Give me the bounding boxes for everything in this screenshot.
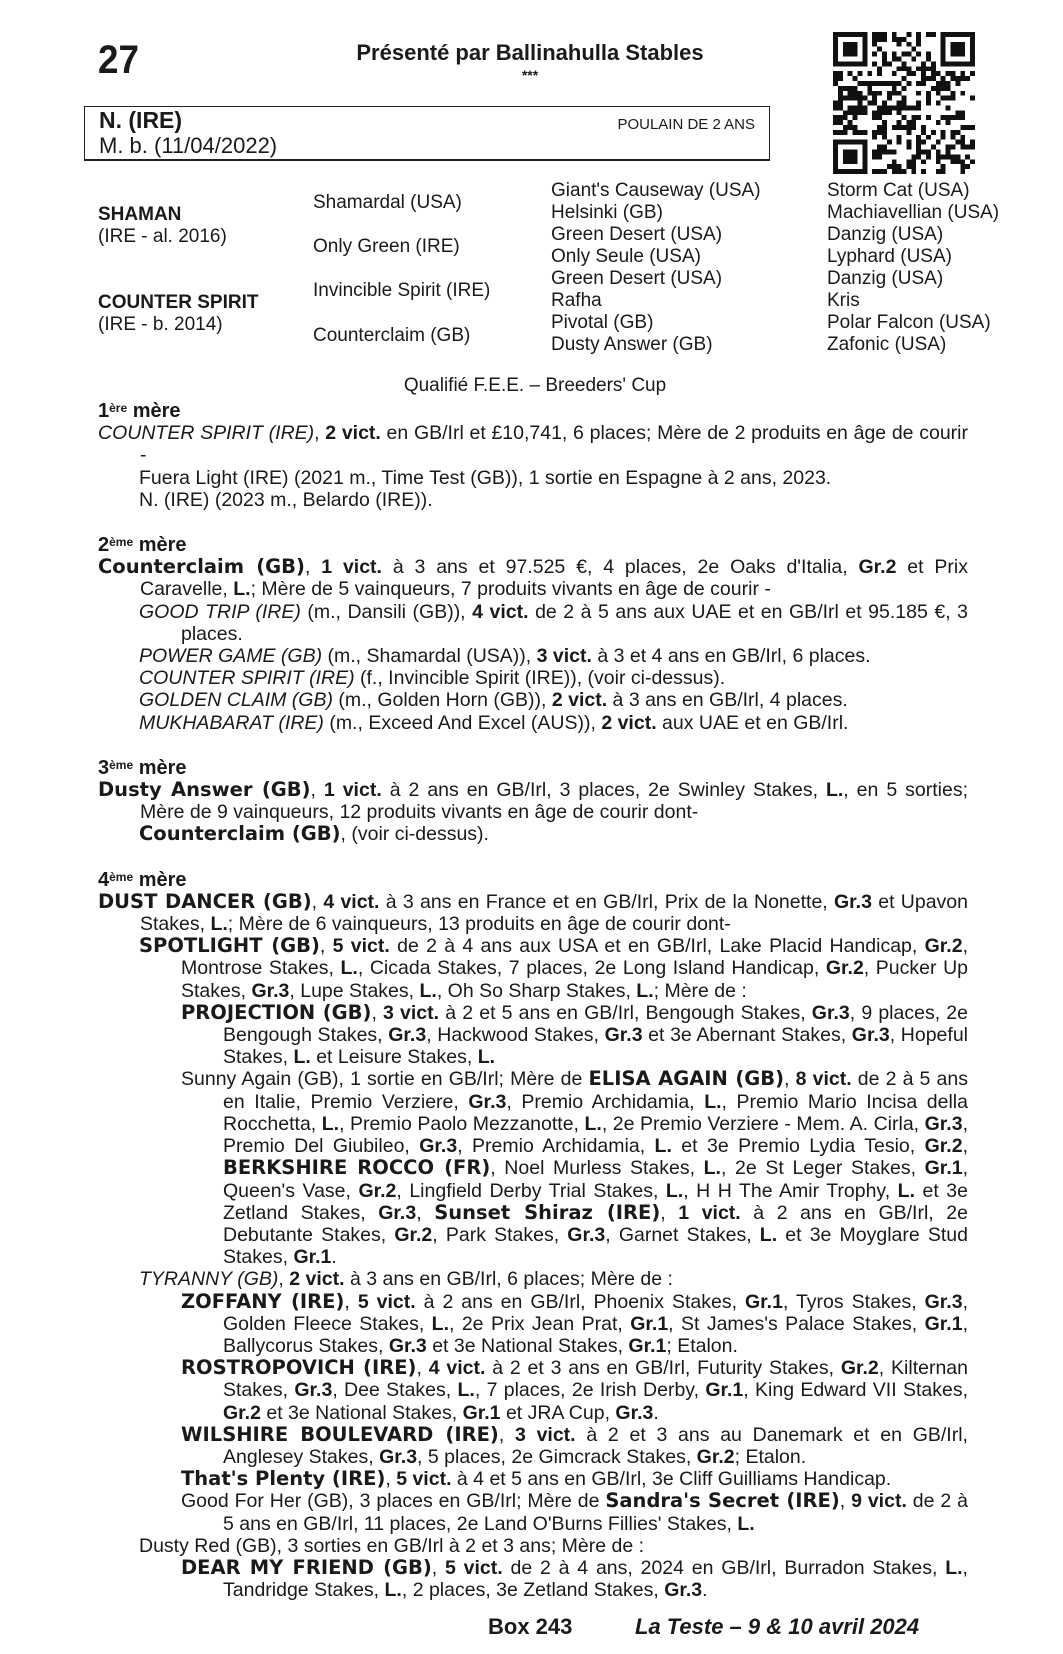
entry-text: et 3e Moyglare Stud Stakes, [223, 1223, 968, 1269]
gen2-ancestor: Counterclaim (GB) [313, 325, 471, 346]
horse-italic: POWER GAME (GB) [139, 645, 323, 668]
entry-text: , 5 places, 2e Gimcrack Stakes, [417, 1445, 697, 1468]
entry-text: ; Etalon. [734, 1445, 807, 1468]
bold-text: Gr.3 [567, 1223, 606, 1246]
entry-text: , 2e Prix Jean Prat, [449, 1312, 631, 1335]
pedigree-entry [98, 689, 968, 711]
entry-text: ; Mère de : [653, 979, 747, 1002]
bold-text: Gr.3 [419, 1135, 458, 1158]
bold-text: Gr.3 [664, 1579, 703, 1602]
bold-text: Gr.3 [388, 1024, 427, 1047]
bold-text: 4 vict. [428, 1357, 486, 1380]
entry-text: (m., Golden Horn (GB)), [332, 689, 552, 712]
bold-text: L. [419, 979, 437, 1002]
gen4-ancestor: Danzig (USA) [827, 268, 944, 289]
entry-text: à 3 ans en GB/Irl, 6 places; Mère de : [344, 1268, 673, 1291]
bold-text: L. [210, 913, 228, 936]
pedigree-entry [98, 1291, 968, 1358]
bold-text: L. [384, 1579, 402, 1602]
pedigree-entry [98, 422, 968, 466]
lot-number: 27 [98, 38, 139, 82]
bold-text: Gr.2 [394, 1223, 433, 1246]
entry-text: , Oh So Sharp Stakes, [436, 979, 637, 1002]
horse-highlight: That's Plenty (IRE) [181, 1467, 386, 1491]
entry-text: (m., Exceed And Excel (AUS)), [323, 711, 602, 734]
bold-text: 3 vict. [536, 645, 592, 668]
bold-text: Gr.2 [924, 935, 963, 958]
bold-text: 4 vict. [472, 600, 529, 623]
dam-details: (IRE - b. 2014) [98, 314, 223, 335]
box-number: Box 243 [488, 1614, 573, 1639]
bold-text: Gr.2 [825, 957, 864, 980]
entry-text: , [498, 1423, 515, 1446]
bold-text: Gr.1 [462, 1401, 501, 1424]
bold-text: Gr.1 [924, 1312, 963, 1335]
entry-text: , Ballycorus Stakes, [223, 1312, 968, 1357]
entry-text: et 3e Zetland Stakes, [223, 1179, 968, 1224]
bold-text: L. [340, 957, 358, 980]
bold-text: L. [293, 1046, 311, 1069]
entry-text: , King Edward VII Stakes, [743, 1379, 968, 1402]
horse-description: M. b. (11/04/2022) [99, 133, 278, 158]
entry-text: , 2 places, 3e Zetland Stakes, [401, 1579, 665, 1602]
entry-text: Good For Her (GB), 3 places en GB/Irl; Mère de [181, 1490, 606, 1513]
entry-text: , [660, 1201, 679, 1224]
section-number: 3 [98, 756, 110, 779]
horse-highlight: Counterclaim (GB) [98, 555, 305, 579]
pedigree-entry [98, 1490, 968, 1534]
entry-text: , Premio Del Giubileo, [223, 1112, 968, 1158]
horse-highlight: DUST DANCER (GB) [98, 889, 312, 913]
horse-highlight: Counterclaim (GB) [139, 822, 341, 846]
horse-highlight: PROJECTION (GB) [181, 1000, 372, 1024]
pedigree-entry [98, 1424, 968, 1468]
entry-text: , Lingfield Derby Trial Stakes, [396, 1179, 666, 1202]
entry-text: à 3 et 4 ans en GB/Irl, 6 places. [591, 645, 871, 668]
horse-highlight: ZOFFANY (IRE) [181, 1289, 345, 1313]
pedigree-entry [98, 1268, 968, 1290]
bold-text: Gr.2 [858, 556, 897, 579]
bold-text: 2 vict. [601, 711, 657, 734]
entry-text: et 3e National Stakes, [426, 1334, 629, 1357]
entry-text: , Premio Paolo Mezzanotte, [339, 1112, 585, 1135]
bold-text: L. [477, 1046, 496, 1069]
bold-text: Gr.3 [615, 1401, 654, 1424]
pedigree-entry [98, 1357, 968, 1424]
entry-text: , en 5 sorties; Mère de 9 vainqueurs, 12 produits vivants en âge de courir dont- [140, 779, 968, 824]
gen3-ancestor: Green Desert (USA) [551, 224, 723, 245]
entry-text: et 3e Premio Lydia Tesio, [671, 1135, 925, 1158]
pedigree-entry [98, 779, 968, 823]
pedigree-entry [98, 712, 968, 734]
bold-text: 1 vict. [678, 1201, 741, 1224]
bold-text: L. [584, 1112, 602, 1135]
entry-text: , 9 places, 2e Bengough Stakes, [223, 1001, 968, 1047]
section-word: mère [138, 534, 187, 557]
bold-text: Gr.2 [223, 1401, 261, 1424]
qualification-note: Qualifié F.E.E. – Breeders' Cup [403, 375, 667, 396]
section-number: 1 [98, 400, 110, 422]
pedigree-entry [98, 935, 968, 1002]
entry-text: de 2 à 4 ans aux USA et en GB/Irl, Lake Placid Handicap, [389, 935, 925, 958]
bold-text: 4 vict. [323, 890, 380, 913]
gen4-ancestor: Zafonic (USA) [827, 334, 947, 355]
sale-event: La Teste – 9 & 10 avril 2024 [635, 1614, 920, 1639]
bold-text: Gr.2 [924, 1135, 963, 1158]
entry-text: , [304, 556, 322, 579]
horse-italic: MUKHABARAT (IRE) [139, 711, 324, 734]
section-suffix: ème [109, 757, 134, 772]
entry-text: et 3e National Stakes, [260, 1401, 463, 1424]
horse-italic: GOOD TRIP (IRE) [139, 600, 301, 623]
gen3-ancestor: Green Desert (USA) [551, 268, 723, 289]
bold-text: 1 vict. [323, 779, 382, 802]
entry-text: et 3e Abernant Stakes, [642, 1024, 852, 1047]
bold-text: L. [665, 1179, 684, 1202]
bold-text: L. [233, 578, 251, 601]
entry-text: , [319, 935, 333, 958]
entry-text: à 3 ans en France et en GB/Irl, Prix de la Nonette, [379, 890, 834, 913]
entry-text: de 2 à 5 ans en Italie, Premio Verziere, [223, 1068, 968, 1113]
horse-italic: TYRANNY (GB) [139, 1268, 279, 1291]
bold-text: Gr.3 [604, 1024, 643, 1047]
section-word: mère [138, 756, 187, 779]
entry-text: , Montrose Stakes, [181, 935, 968, 980]
horse-name: N. (IRE) [99, 107, 183, 133]
entry-text: (f., Invincible Spirit (IRE)), (voir ci-dessus). [354, 667, 726, 690]
entry-text: , Tyros Stakes, [782, 1290, 925, 1313]
entry-text: en GB/Irl et £10,741, 6 places; Mère de 2 produits en âge de courir - [140, 422, 968, 467]
entry-text: , 2e Premio Verziere - Mem. A. Cirla, [601, 1112, 925, 1135]
pedigree-entry [98, 667, 968, 689]
dam-name: COUNTER SPIRIT [98, 292, 259, 313]
sire-name: SHAMAN [98, 204, 182, 225]
bold-text: 3 vict. [383, 1001, 440, 1024]
entry-text: (m., Dansili (GB)), [300, 600, 473, 623]
bold-text: 5 vict. [332, 935, 390, 958]
sire-details: (IRE - al. 2016) [98, 226, 227, 247]
entry-text: Sunny Again (GB), 1 sortie en GB/Irl; Mère de [181, 1068, 589, 1091]
bold-text: Gr.2 [696, 1445, 735, 1468]
bold-text: Gr.3 [811, 1001, 850, 1024]
section-title [98, 754, 968, 779]
section-title [98, 866, 968, 891]
gen4-column [827, 180, 999, 356]
entry-text: , [416, 1201, 435, 1224]
entry-text: Fuera Light (IRE) (2021 m., Time Test (GB)), 1 sortie en Espagne à 2 ans, 2023. [139, 466, 832, 489]
bold-text: 2 vict. [289, 1268, 345, 1291]
entry-text: à 2 ans en GB/Irl, Phoenix Stakes, [415, 1290, 745, 1313]
gen3-ancestor: Dusty Answer (GB) [551, 334, 713, 355]
section-number: 4 [98, 868, 110, 891]
gen3-ancestor: Helsinki (GB) [551, 202, 663, 223]
entry-text: ; Mère de 5 vainqueurs, 7 produits vivants en âge de courir - [250, 578, 771, 601]
gen4-ancestor: Machiavellian (USA) [827, 202, 1000, 223]
entry-text: , 7 places, 2e Irish Derby, [474, 1379, 706, 1402]
bold-text: L. [737, 1512, 755, 1535]
entry-text: , Premio Mario Incisa della Rocchetta, [223, 1090, 968, 1135]
bold-text: Gr.2 [358, 1179, 397, 1202]
entry-text: , Golden Fleece Stakes, [223, 1290, 968, 1335]
bold-text: L. [759, 1223, 778, 1246]
horse-italic: COUNTER SPIRIT (IRE) [139, 667, 355, 690]
horse-highlight: BERKSHIRE ROCCO (FR) [223, 1156, 491, 1180]
entry-text: et Leisure Stakes, [310, 1046, 478, 1069]
horse-highlight: ELISA AGAIN (GB) [588, 1067, 785, 1091]
pedigree-entry [98, 823, 968, 845]
entry-text: , [311, 890, 324, 913]
section-suffix: ème [109, 869, 134, 884]
entry-text: à 3 ans et 97.525 €, 4 places, 2e Oaks d'Italia, [381, 556, 859, 579]
bold-text: Gr.3 [379, 1445, 418, 1468]
bold-text: L. [825, 779, 844, 802]
entry-text: à 2 et 5 ans en GB/Irl, Bengough Stakes, [439, 1001, 812, 1024]
entry-text: et Upavon Stakes, [140, 890, 968, 936]
entry-text: , Pucker Up Stakes, [181, 957, 969, 1002]
bold-text: Gr.3 [924, 1112, 963, 1135]
bold-text: Gr.3 [851, 1024, 890, 1047]
bold-text: L. [945, 1556, 963, 1579]
entry-text: , [784, 1068, 796, 1091]
entry-text: et JRA Cup, [500, 1401, 616, 1424]
horse-italic: COUNTER SPIRIT (IRE) [98, 422, 315, 445]
entry-text: , Queen's Vase, [223, 1157, 969, 1202]
bold-text: 8 vict. [795, 1068, 852, 1091]
entry-text: , [314, 422, 326, 445]
pedigree-entry [98, 1535, 968, 1557]
bold-text: Gr.1 [705, 1379, 744, 1402]
section-number: 2 [98, 534, 110, 557]
bold-text: L. [897, 1179, 916, 1202]
bold-text: Gr.3 [388, 1334, 427, 1357]
bold-text: L. [431, 1312, 450, 1335]
bold-text: 5 vict. [445, 1556, 503, 1579]
entry-text: , Hopeful Stakes, [223, 1024, 968, 1069]
gen2-ancestor: Invincible Spirit (IRE) [313, 280, 491, 301]
horse-highlight: DEAR MY FRIEND (GB) [181, 1555, 432, 1579]
entry-text: de 2 à 4 ans, 2024 en GB/Irl, Burradon Stakes, [502, 1556, 946, 1579]
bold-text: 5 vict. [357, 1290, 416, 1313]
horse-highlight: Sandra's Secret (IRE) [605, 1489, 840, 1513]
entry-text: , Premio Archidamia, [506, 1090, 705, 1113]
entry-text: , [839, 1490, 852, 1513]
horse-highlight: WILSHIRE BOULEVARD (IRE) [181, 1422, 499, 1446]
entry-text: , [416, 1357, 429, 1380]
bold-text: Gr.3 [294, 1379, 333, 1402]
bold-text: 2 vict. [551, 689, 608, 712]
entry-text: , [278, 1268, 290, 1291]
bold-text: Gr.1 [630, 1312, 669, 1335]
bold-text: 9 vict. [851, 1490, 907, 1513]
entry-text: , Hackwood Stakes, [426, 1024, 605, 1047]
entry-text: à 4 et 5 ans en GB/Irl, 3e Cliff Guilliams Handicap. [451, 1468, 892, 1491]
horse-highlight: Sunset Shiraz (IRE) [434, 1200, 661, 1224]
pedigree-entry [98, 1002, 968, 1069]
section-word: mère [132, 400, 181, 422]
horse-name-box [84, 106, 770, 161]
gen3-ancestor: Giant's Causeway (USA) [551, 180, 761, 201]
pedigree-entry [98, 1068, 968, 1268]
pedigree-entry [98, 489, 968, 511]
entry-text: (m., Shamardal (USA)), [322, 645, 537, 668]
bold-text: Gr.3 [834, 890, 872, 913]
pedigree-entry [98, 601, 968, 645]
bold-text: Gr.3 [251, 979, 290, 1002]
bold-text: Gr.1 [293, 1246, 332, 1269]
entry-text: , Kilternan Stakes, [223, 1357, 968, 1402]
horse-highlight: SPOTLIGHT (GB) [139, 934, 320, 958]
entry-text: , [385, 1468, 397, 1491]
entry-text: , [431, 1556, 446, 1579]
entry-text: à 2 et 3 ans au Danemark et en GB/Irl, Anglesey Stakes, [223, 1423, 968, 1468]
pedigree-entry [98, 891, 968, 935]
bold-text: L. [321, 1112, 340, 1135]
pedigree-entry [98, 1557, 968, 1601]
bold-text: 3 vict. [515, 1423, 576, 1446]
gen4-ancestor: Danzig (USA) [827, 224, 944, 245]
gen2-ancestor: Only Green (IRE) [313, 236, 460, 257]
horse-highlight: ROSTROPOVICH (IRE) [181, 1356, 417, 1380]
entry-text: , Tandridge Stakes, [223, 1556, 968, 1602]
entry-text: de 2 à 5 ans en GB/Irl, 11 places, 2e Land O'Burns Fillies' Stakes, [223, 1490, 968, 1535]
entry-text: Dusty Red (GB), 3 sorties en GB/Irl à 2 et 3 ans; Mère de : [139, 1534, 645, 1557]
entry-text: , Premio Archidamia, [457, 1135, 655, 1158]
gen3-ancestor: Rafha [551, 290, 602, 311]
entry-text: aux UAE et en GB/Irl. [656, 711, 849, 734]
gen3-ancestor: Pivotal (GB) [551, 312, 654, 333]
entry-text: , Lupe Stakes, [289, 979, 420, 1002]
entry-text: , [344, 1290, 358, 1313]
bold-text: 5 vict. [396, 1468, 452, 1491]
gen4-ancestor: Storm Cat (USA) [827, 180, 970, 201]
entry-text: N. (IRE) (2023 m., Belardo (IRE)). [139, 488, 433, 511]
entry-text: à 2 et 3 ans en GB/Irl, Futurity Stakes, [485, 1357, 841, 1380]
entry-text: , St James's Palace Stakes, [668, 1312, 925, 1335]
bold-text: L. [703, 1157, 721, 1180]
bold-text: Gr.3 [378, 1201, 417, 1224]
bold-text: L. [704, 1090, 722, 1113]
bold-text: Gr.3 [468, 1090, 507, 1113]
pedigree-entry [98, 467, 968, 489]
entry-text: à 2 ans en GB/Irl, 3 places, 2e Swinley Stakes, [381, 779, 826, 802]
entry-text: , Dee Stakes, [332, 1379, 458, 1402]
entry-text: , Cicada Stakes, 7 places, 2e Long Island Handicap, [357, 957, 826, 980]
bold-text: Gr.1 [924, 1157, 963, 1180]
entry-text: , Noel Murless Stakes, [490, 1157, 704, 1180]
pedigree-entry [98, 556, 968, 600]
entry-text: , Garnet Stakes, [605, 1223, 760, 1246]
entry-text: à 2 ans en GB/Irl, 2e Debutante Stakes, [223, 1201, 968, 1246]
bold-text: Gr.2 [840, 1357, 879, 1380]
horse-highlight: Dusty Answer (GB) [98, 778, 311, 802]
bold-text: Gr.3 [924, 1290, 963, 1313]
entry-text: , H H The Amir Trophy, [683, 1179, 898, 1202]
section-word: mère [138, 868, 187, 891]
bold-text: 2 vict. [325, 422, 381, 445]
gen4-ancestor: Kris [827, 290, 860, 311]
horse-sex-age: POULAIN DE 2 ANS [617, 116, 755, 133]
bold-text: Gr.1 [628, 1334, 667, 1357]
pedigree-entry [98, 645, 968, 667]
entry-text: , (voir ci-dessus). [340, 823, 489, 846]
gen3-column [551, 180, 761, 356]
entry-text: , Park Stakes, [432, 1223, 568, 1246]
entry-text: de 2 à 5 ans aux UAE et en GB/Irl et 95.185 €, 3 places. [181, 600, 968, 645]
bold-text: L. [654, 1135, 672, 1158]
entry-text: , [310, 779, 324, 802]
qr-code-icon[interactable] [833, 32, 975, 174]
pedigree-entry [98, 1468, 968, 1490]
gen4-ancestor: Lyphard (USA) [827, 246, 952, 267]
section-suffix: ème [109, 535, 134, 550]
dam-lines [98, 397, 968, 1601]
gen3-ancestor: Only Seule (USA) [551, 246, 701, 267]
entry-text: , 2e St Leger Stakes, [720, 1157, 925, 1180]
entry-text: . [331, 1246, 337, 1269]
entry-text: à 3 ans en GB/Irl, 4 places. [607, 689, 848, 712]
bold-text: 1 vict. [321, 556, 382, 579]
entry-text: , [371, 1001, 384, 1024]
bold-text: L. [457, 1379, 475, 1402]
gen2-ancestor: Shamardal (USA) [313, 192, 462, 213]
section-title [98, 531, 968, 556]
bold-text: Gr.1 [744, 1290, 783, 1313]
entry-text: , [962, 1135, 968, 1158]
section-title [98, 397, 968, 422]
presenter-stars: *** [521, 67, 539, 83]
horse-italic: GOLDEN CLAIM (GB) [139, 689, 333, 712]
entry-text: ; Etalon. [666, 1334, 738, 1357]
entry-text: ; Mère de 6 vainqueurs, 13 produits en âge de courir dont- [227, 913, 731, 936]
entry-text: . [653, 1401, 659, 1424]
entry-text: . [702, 1579, 708, 1602]
presenter-name: Présenté par Ballinahulla Stables [356, 40, 704, 65]
entry-text: et Prix Caravelle, [140, 556, 968, 601]
section-suffix: ère [109, 401, 128, 415]
bold-text: L. [636, 979, 654, 1002]
gen4-ancestor: Polar Falcon (USA) [827, 312, 991, 333]
